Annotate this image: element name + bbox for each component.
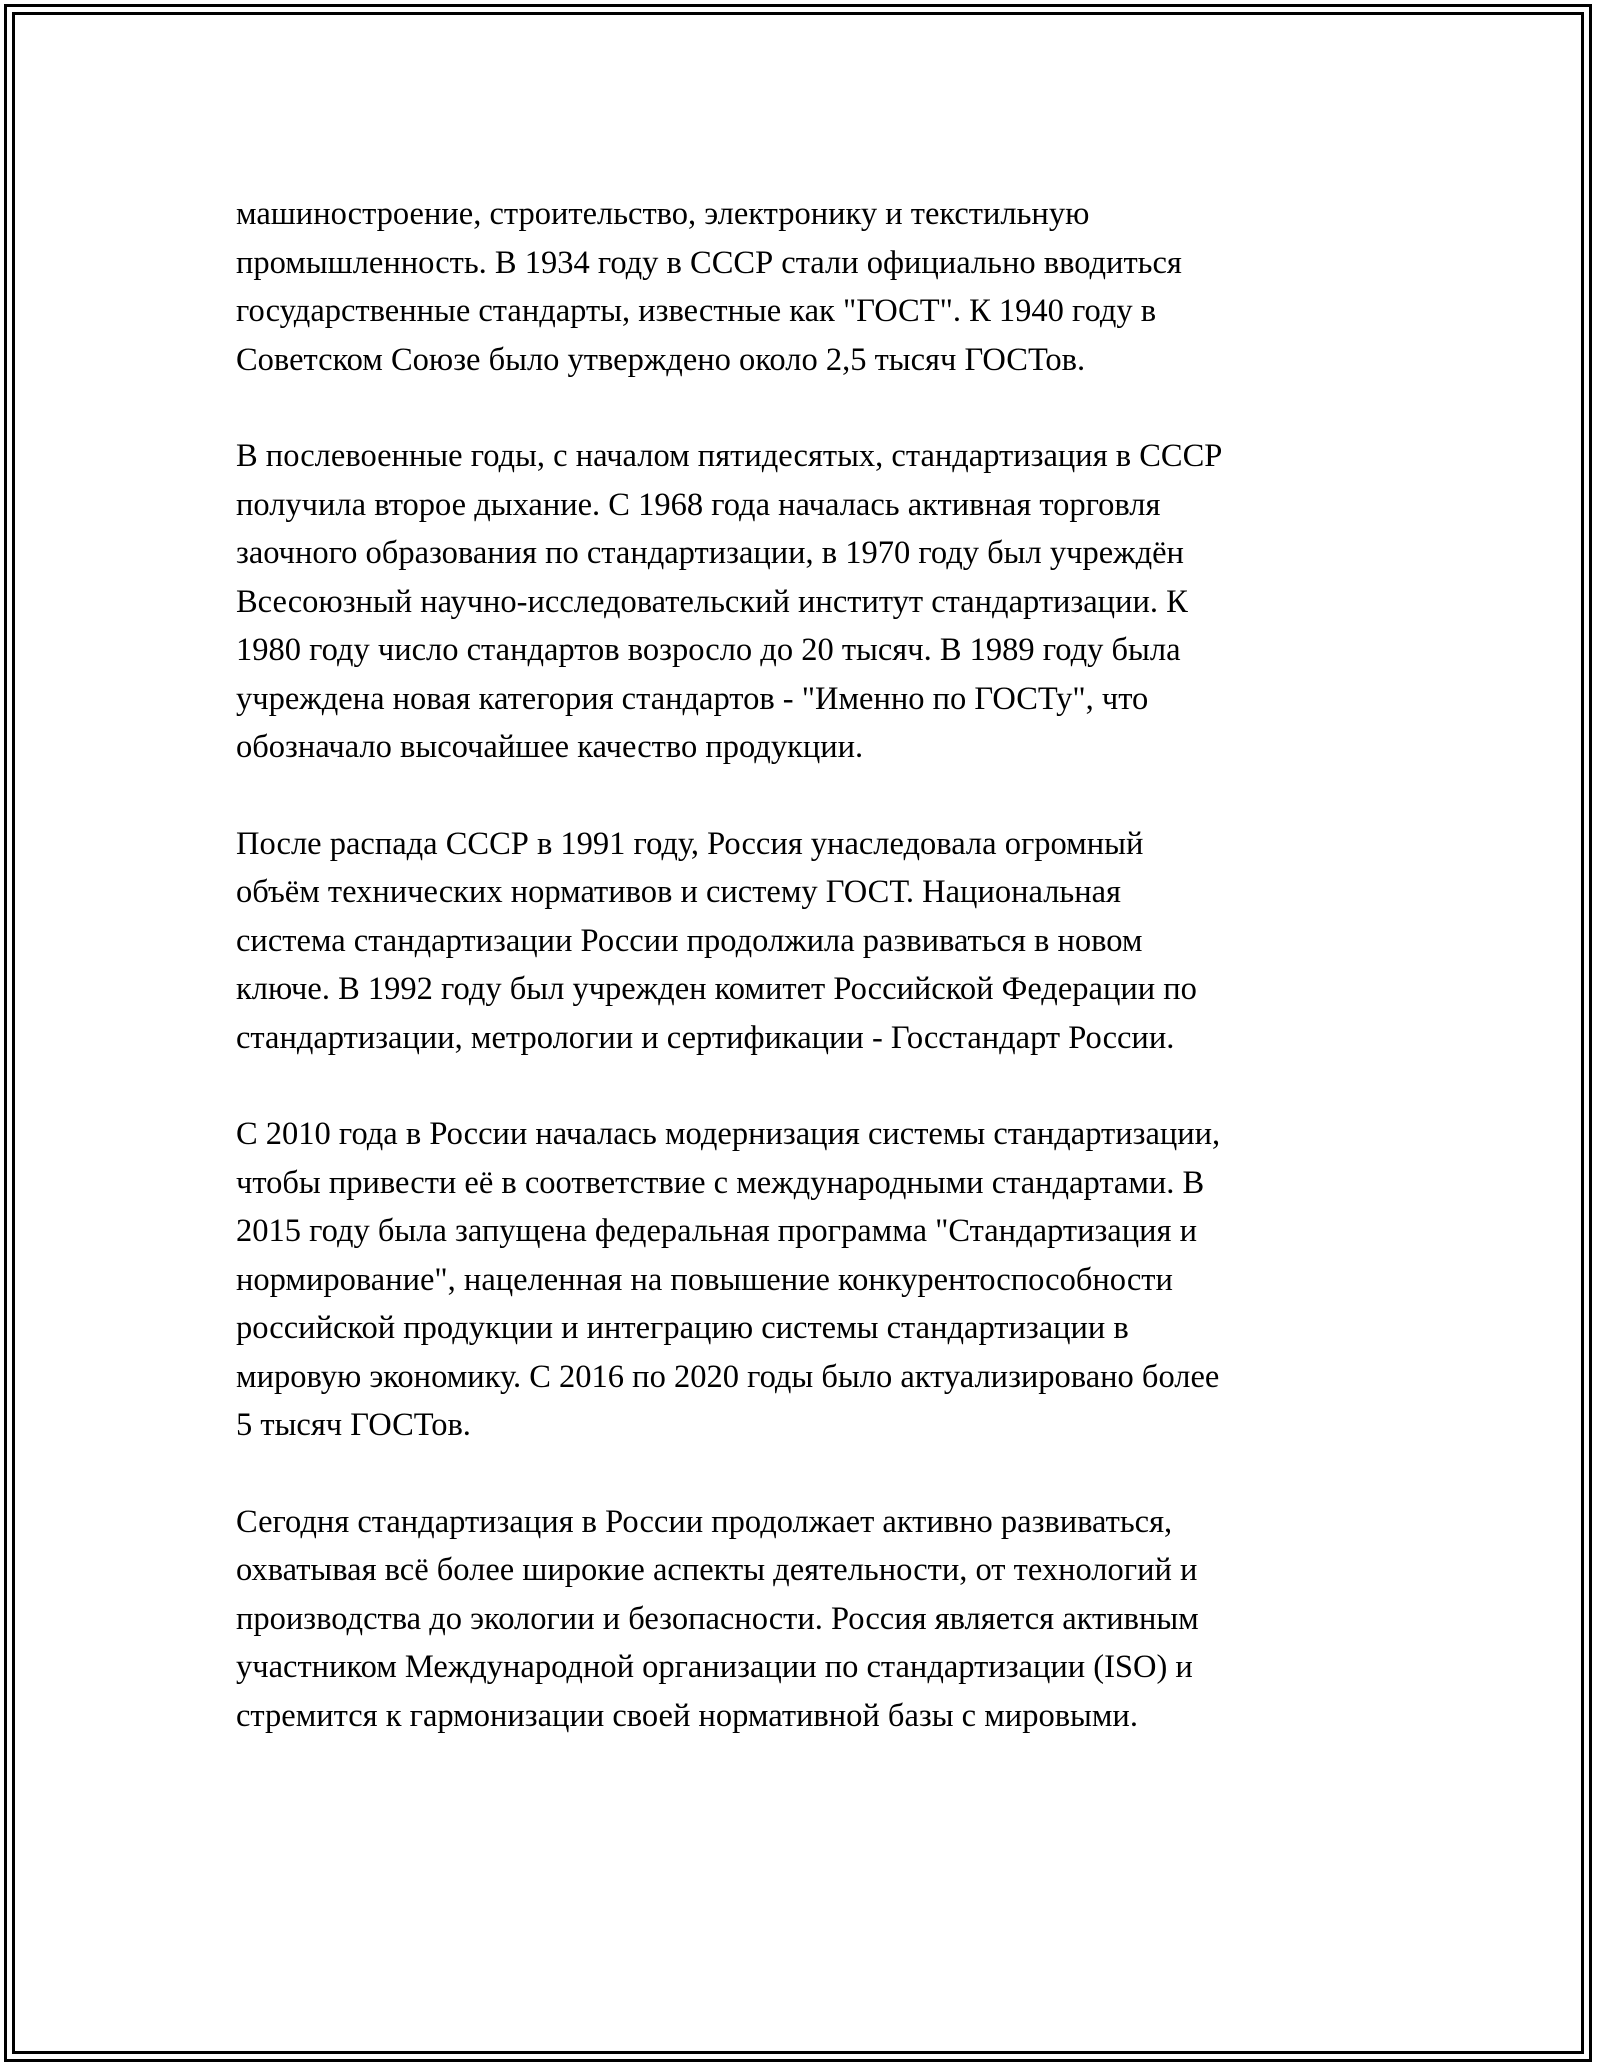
text-line: стандартизации, метрологии и сертификации - Госстандарт России. [236,1019,1175,1056]
text-line: мировую экономику. С 2016 по 2020 годы было актуализировано более [236,1358,1220,1395]
text-line: 1980 году число стандартов возросло до 20 тысяч. В 1989 году была [236,632,1181,668]
paragraph-gost-history-1930s [236,190,1366,384]
paragraph-postwar-standardization [236,432,1366,772]
text-line: заочного образования по стандартизации, в 1970 году был учреждён [236,535,1184,571]
text-line: 2015 году была запущена федеральная программа "Стандартизация и [236,1213,1197,1249]
text-line: Сегодня стандартизация в России продолжает активно развиваться, [236,1503,1173,1540]
text-line: система стандартизации России продолжила развиваться в новом [236,922,1143,959]
text-line: нормирование", нацеленная на повышение конкурентоспособности [236,1261,1173,1298]
text-line: С 2010 года в России началась модернизация системы стандартизации, [236,1116,1221,1152]
text-line: 5 тысяч ГОСТов. [236,1407,471,1443]
text-line: ключе. В 1992 году был учрежден комитет Российской Федерации по [236,971,1197,1007]
text-line: Советском Союзе было утверждено около 2,5 тысяч ГОСТов. [236,341,1086,378]
paragraph-today [236,1498,1366,1741]
text-line: В послевоенные годы, с началом пятидесятых, стандартизация в СССР [236,438,1223,474]
text-line: стремится к гармонизации своей нормативной базы с мировыми. [236,1697,1138,1734]
paragraph-modernization-2010 [236,1110,1366,1450]
text-line: российской продукции и интеграцию системы стандартизации в [236,1310,1129,1346]
text-line: Всесоюзный научно-исследовательский институт стандартизации. К [236,583,1188,620]
text-line: чтобы привести её в соответствие с международными стандартами. В [236,1164,1205,1201]
text-line: охватывая всё более широкие аспекты деятельности, от технологий и [236,1552,1198,1588]
text-line: объём технических нормативов и систему ГОСТ. Национальная [236,874,1122,910]
text-line: участником Международной организации по стандартизации (ISO) и [236,1649,1193,1685]
text-line: обозначало высочайшее качество продукции. [236,729,864,765]
text-line: производства до экологии и безопасности. Россия является активным [236,1600,1199,1637]
document-body [236,190,1366,1788]
text-line: учреждена новая категория стандартов - "Именно по ГОСТу", что [236,680,1149,717]
text-line: После распада СССР в 1991 году, Россия унаследовала огромный [236,825,1144,862]
paragraph-after-ussr-collapse [236,820,1366,1063]
text-line: промышленность. В 1934 году в СССР стали официально вводиться [236,244,1182,281]
text-line: машиностроение, строительство, электронику и текстильную [236,196,1090,232]
text-line: государственные стандарты, известные как "ГОСТ". К 1940 году в [236,293,1157,329]
text-line: получила второе дыхание. С 1968 года началась активная торговля [236,486,1161,523]
